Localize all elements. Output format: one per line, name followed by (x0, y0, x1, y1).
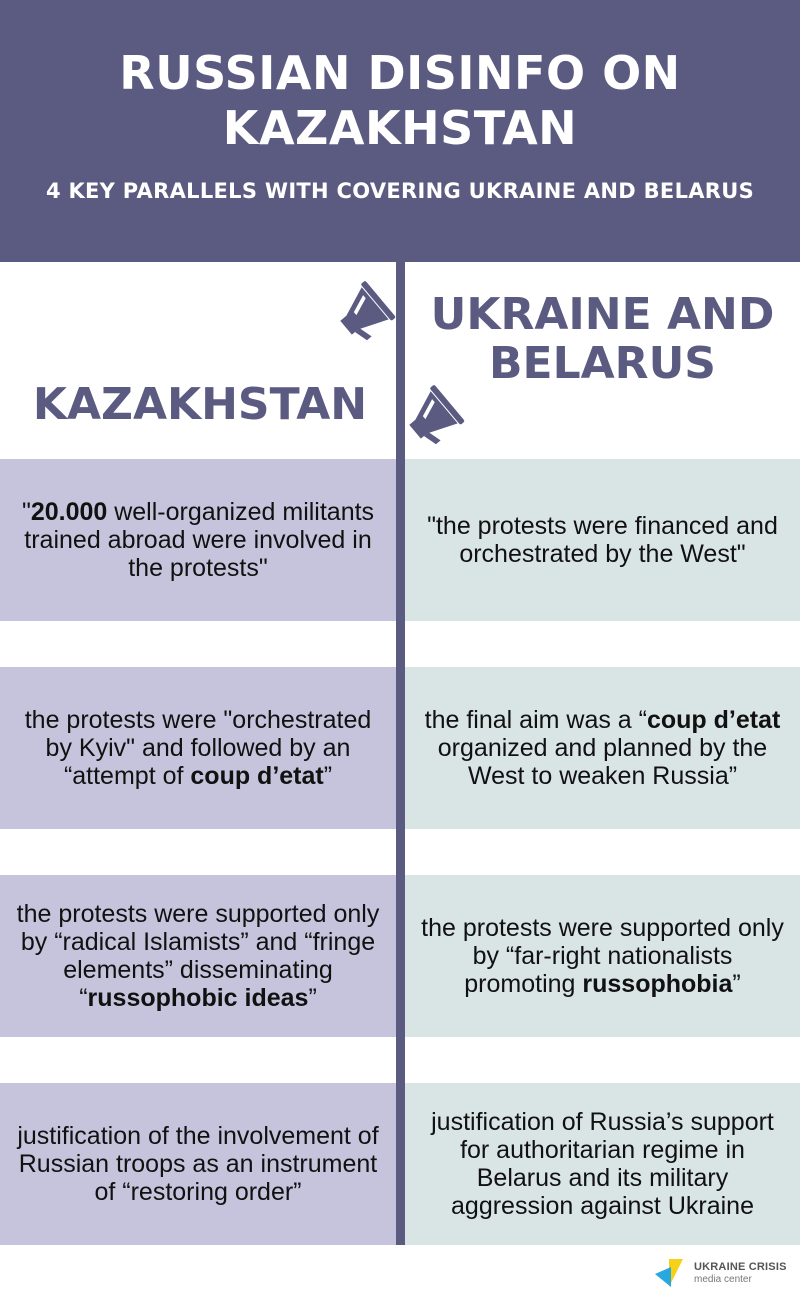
left-column-heading: KAZAKHSTAN (32, 379, 368, 430)
page-title: RUSSIAN DISINFO ON KAZAKHSTAN (119, 46, 681, 155)
row4-kazakhstan-claim (0, 1083, 396, 1245)
header-banner (0, 0, 800, 262)
claim-text-segment: ” (732, 970, 741, 998)
ukraine-crisis-media-center-logo (653, 1255, 793, 1295)
claim-text (419, 512, 786, 568)
row2-ukraine-belarus-claim (405, 667, 800, 829)
row1-kazakhstan-claim (0, 459, 396, 621)
emphasis-text: 20.000 (30, 498, 108, 526)
claim-text-segment: " (21, 498, 31, 526)
emphasis-text: russophobic ideas (87, 984, 309, 1012)
row1-ukraine-belarus-claim (405, 459, 800, 621)
claim-text-segment: justification of the involvement of Russian troops as an instrument of “restoring order” (17, 1122, 379, 1206)
megaphone-icon (334, 280, 398, 342)
claim-text (14, 706, 382, 790)
claim-text (14, 498, 382, 582)
claim-text-segment: justification of Russia’s support for authoritarian regime in Belarus and its military aggression against Ukraine (431, 1108, 774, 1220)
claim-text (419, 1108, 786, 1220)
logo-subtitle: media center (694, 1274, 752, 1285)
claim-text (14, 1122, 382, 1206)
claim-text-segment: the protests were "orchestrated by Kyiv" and followed by an “attempt of (24, 706, 372, 790)
claim-text-segment: ” (323, 762, 333, 790)
row2-kazakhstan-claim (0, 667, 396, 829)
emphasis-text: russophobia (582, 970, 733, 998)
emphasis-text: coup d’etat (646, 706, 781, 734)
row3-kazakhstan-claim (0, 875, 396, 1037)
claim-text-segment: organized and planned by the West to weaken Russia” (437, 734, 768, 790)
claim-text-segment: "the protests were financed and orchestrated by the West" (427, 512, 778, 568)
claim-text-segment: the protests were supported only by “radical Islamists” and “fringe elements” disseminating “ (16, 900, 380, 1012)
claim-text-segment: well-organized militants trained abroad were involved in the protests" (24, 498, 375, 582)
claim-text-segment: the protests were supported only by “far-right nationalists promoting (421, 914, 784, 998)
megaphone-icon (403, 384, 467, 446)
logo-name: UKRAINE CRISIS (694, 1261, 787, 1273)
logo-mark-icon (653, 1257, 687, 1289)
claim-text-segment: the final aim was a “ (424, 706, 647, 734)
row3-ukraine-belarus-claim (405, 875, 800, 1037)
page-subtitle: 4 KEY PARALLELS WITH COVERING UKRAINE AND BELARUS (45, 179, 755, 203)
right-column-heading: UKRAINE AND BELARUS (430, 289, 775, 389)
claim-text-segment: ” (308, 984, 317, 1012)
row4-ukraine-belarus-claim (405, 1083, 800, 1245)
emphasis-text: coup d’etat (190, 762, 324, 790)
claim-text (14, 900, 382, 1012)
claim-text (419, 706, 786, 790)
claim-text (419, 914, 786, 998)
